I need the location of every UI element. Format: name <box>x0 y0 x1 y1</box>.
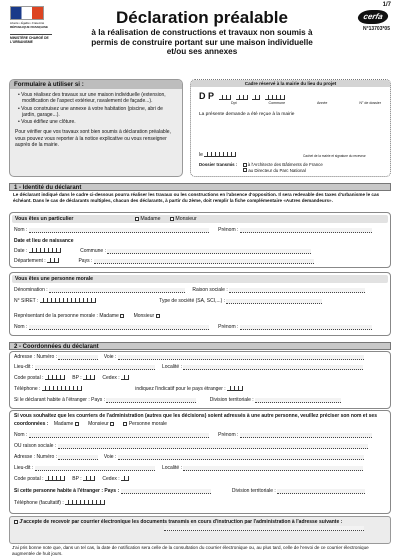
cedex-cells[interactable] <box>121 375 129 380</box>
dossier-col-labels: Dpt Commune Année N° de dossier <box>231 101 381 105</box>
contact-tel-row: Téléphone (facultatif) : <box>14 500 105 506</box>
page-subtitle: à la réalisation de constructions et travaux non soumis à permis de construire portant sur une maison individuelle et/ou ses annexes <box>91 28 313 57</box>
marianne-icon <box>10 6 44 20</box>
voie-input[interactable] <box>118 355 364 360</box>
birth-date-cells[interactable] <box>29 248 61 253</box>
contact-bp-cells[interactable] <box>83 476 95 481</box>
rep-nom-input[interactable] <box>29 325 209 330</box>
received-label: La présente demande a été reçue à la mairie <box>199 112 295 117</box>
contact-raison-input[interactable] <box>58 444 368 449</box>
raison-sociale-input[interactable] <box>229 288 365 293</box>
indicatif-cells[interactable] <box>227 386 243 391</box>
siret-row: N° SIRET : Type de société (SA, SCI,...) : <box>14 298 322 304</box>
mairie-heading: Cadre réservé à la mairie du lieu du projet <box>191 80 390 87</box>
contact-voie-input[interactable] <box>118 455 364 460</box>
localite-input[interactable] <box>183 365 363 370</box>
type-societe-input[interactable] <box>226 299 322 304</box>
gov-logo <box>10 6 49 32</box>
contact-nom-input[interactable] <box>29 433 209 438</box>
usage-heading: Formulaire à utiliser si : <box>10 80 182 89</box>
contact-pays-input[interactable] <box>121 489 211 494</box>
contact-cedex-cells[interactable] <box>121 476 129 481</box>
year-cells[interactable] <box>252 95 260 100</box>
contact-monsieur-checkbox[interactable] <box>110 422 114 426</box>
contact-cp-row: Code postal : BP : Cedex : <box>14 476 129 482</box>
etranger-row: Si le déclarant habite à l'étranger : Pays : Division territoriale : <box>14 397 341 403</box>
contact-lieudit-row: Lieu-dit : Localité : <box>14 465 363 471</box>
usage-item: • Vous réalisez des travaux sur une maison individuelle (extension, modification de l'aspect extérieur, ravalement de façade...). <box>18 92 166 105</box>
rep-monsieur-checkbox[interactable] <box>156 314 160 318</box>
birth-commune-input[interactable] <box>107 249 311 254</box>
dp-code: D P <box>199 91 215 101</box>
morale-heading: Vous êtes une personne morale <box>12 275 388 283</box>
lieudit-row: Lieu-dit : Localité : <box>14 364 363 370</box>
email-note: J'ai pris bonne note que, dans un tel cas, la date de notification sera celle de la consultation du courrier électronique ou, au plus tard, celle de l'envoi de ce courrier électronique augmentée de huit jours. <box>12 545 369 556</box>
cerfa-number: N°13703*05 <box>362 26 390 32</box>
rep-madame-checkbox[interactable] <box>120 314 124 318</box>
siret-cells[interactable] <box>40 298 96 303</box>
division-input[interactable] <box>255 398 341 403</box>
section-1-title: 1 - Identité du déclarant <box>9 183 391 191</box>
tel-cells[interactable] <box>42 386 82 391</box>
page-title: Déclaration préalable <box>116 8 288 27</box>
pays-input[interactable] <box>106 398 196 403</box>
dossier-transmis: Dossier transmis : à l'Architecte des Bâtiments de France au Directeur du Parc National <box>199 162 323 173</box>
section-2-title: 2 - Coordonnées du déclarant <box>9 342 391 350</box>
prenom-input[interactable] <box>240 228 372 233</box>
usage-note: Pour vérifier que vos travaux sont bien soumis à déclaration préalable, vous pouvez vous reporter à la notice explicative ou vous renseigner auprès de la mairie. <box>15 129 171 149</box>
contact-localite-input[interactable] <box>183 466 363 471</box>
contact-prenom-input[interactable] <box>240 433 372 438</box>
contact-madame-checkbox[interactable] <box>75 422 79 426</box>
mairie-box <box>190 79 391 177</box>
rep-nom-row: Nom : Prénom : <box>14 324 372 330</box>
contact-adresse-row: Adresse : Numéro : Voie : <box>14 454 364 460</box>
denomination-row: Dénomination : Raison sociale : <box>14 287 365 293</box>
lieudit-input[interactable] <box>35 365 155 370</box>
monsieur-checkbox[interactable] <box>170 217 174 221</box>
denomination-input[interactable] <box>49 288 185 293</box>
contact-tel-cells[interactable] <box>65 500 105 505</box>
usage-item: • Vous construisez une annexe à votre habitation (piscine, abri de jardin, garage...). <box>18 105 163 118</box>
tel-row: Téléphone : indiquez l'indicatif pour le pays étranger : <box>14 386 243 392</box>
gov-name: RÉPUBLIQUE FRANÇAISE <box>10 25 49 29</box>
naissance-row: Date : Commune : <box>14 248 311 254</box>
email-input[interactable] <box>164 526 364 531</box>
cerfa-logo: cerfa <box>357 10 390 24</box>
courrier-question: Si vous souhaitez que les courriers de l'administration (autres que les décisions) soient adressés à une autre personne, veuillez préciser son nom et ses coordonnées : Madame Monsieur Personne morale <box>14 413 377 427</box>
file-cells[interactable] <box>265 95 285 100</box>
contact-raison-row: OU raison sociale : <box>14 443 368 449</box>
adresse-row: Adresse : Numéro : Voie : <box>14 354 364 360</box>
commune-cells[interactable] <box>236 95 248 100</box>
dept-birth-cells[interactable] <box>47 258 59 263</box>
cp-row: Code postal : BP : Cedex : <box>14 375 129 381</box>
cp-cells[interactable] <box>45 375 65 380</box>
dossier-number-field[interactable] <box>199 91 285 101</box>
nom-input[interactable] <box>29 228 209 233</box>
contact-division-input[interactable] <box>277 489 365 494</box>
gov-motto: Liberté • Égalité • Fraternité <box>10 21 45 25</box>
received-date-field[interactable]: le <box>199 152 236 158</box>
email-consent-checkbox[interactable] <box>14 520 18 524</box>
usage-item: • Vous édifiez une clôture. <box>18 119 76 126</box>
contact-numero-input[interactable] <box>58 455 98 460</box>
departement-row: Département : Pays : <box>14 258 314 264</box>
parc-checkbox[interactable] <box>243 168 247 172</box>
usage-list <box>10 89 182 125</box>
rep-prenom-input[interactable] <box>240 325 372 330</box>
cachet-label: Cachet de la mairie et signature du receveur <box>303 154 366 158</box>
birth-pays-input[interactable] <box>94 259 314 264</box>
particulier-heading: Vous êtes un particulier Madame Monsieur <box>12 215 388 223</box>
abf-checkbox[interactable] <box>243 163 247 167</box>
dept-cells[interactable] <box>219 95 231 100</box>
contact-pm-checkbox[interactable] <box>123 422 127 426</box>
header <box>0 0 400 78</box>
nom-row: Nom : Prénom : <box>14 227 372 233</box>
naissance-label: Date et lieu de naissance <box>14 238 74 244</box>
representant-row: Représentant de la personne morale : Madame Monsieur <box>14 313 160 319</box>
contact-cp-cells[interactable] <box>45 476 65 481</box>
ministry-label: MINISTÈRE CHARGÉ DE L'URBANISME <box>10 34 52 44</box>
numero-input[interactable] <box>58 355 98 360</box>
contact-lieudit-input[interactable] <box>35 466 155 471</box>
page-number: 1/7 <box>382 2 391 8</box>
madame-checkbox[interactable] <box>135 217 139 221</box>
contact-nom-row: Nom : Prénom : <box>14 432 372 438</box>
contact-etranger-row: Si cette personne habite à l'étranger : Pays : Division territoriale : <box>14 488 365 494</box>
received-date-cells[interactable] <box>204 152 236 157</box>
section-1-intro: Le déclarant indiqué dans le cadre ci-dessous pourra réaliser les travaux ou les constructions en l'absence d'opposition. Il sera redevable des taxes d'urbanisme le cas échéant. Dans le cas de déclarants multiples, chacun des déclarants, à partir du 2ème, doit remplir la fiche complémentaire «Autres demandeurs». <box>13 192 380 203</box>
usage-box <box>9 79 183 177</box>
email-consent: J'accepte de recevoir par courrier électronique les documents transmis en cours d'instruction par l'administration à l'adresse suivante : <box>9 516 391 544</box>
bp-cells[interactable] <box>83 375 95 380</box>
